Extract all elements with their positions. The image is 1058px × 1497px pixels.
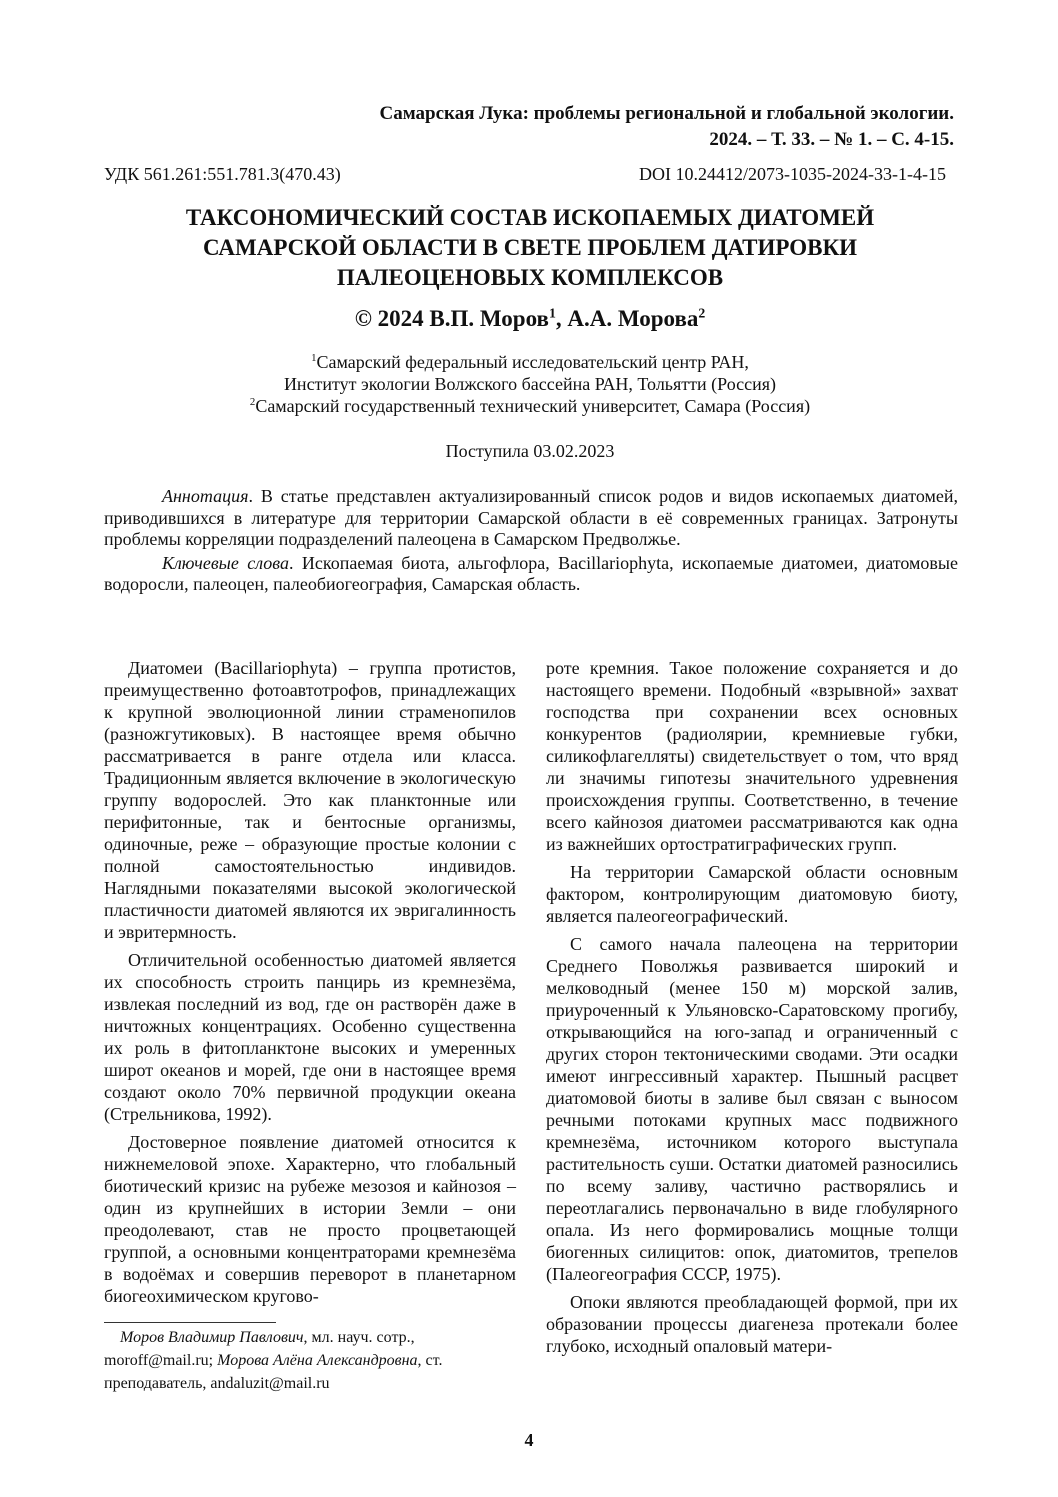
title-line: САМАРСКОЙ ОБЛАСТИ В СВЕТЕ ПРОБЛЕМ ДАТИРОВКИ [202, 235, 858, 260]
affiliation-1 [100, 351, 960, 373]
keywords-text: . Ископаемая биота, альгофлора, Bacillariophyta, ископаемые диатомеи, диатомовые водоросли, палеоцен, палеобиогеография, Самарская область. [104, 552, 959, 594]
keywords-label: Ключевые слова [162, 552, 289, 573]
abstract-block [104, 486, 958, 596]
affiliation-2 [100, 395, 960, 417]
received-date: Поступила 03.02.2023 [445, 441, 615, 461]
author-1-sup: 1 [548, 305, 556, 321]
abstract-text: . В статье представлен актуализированный список родов и видов ископаемых диатомей, приводившихся в литературе для территории Самарской области в её современных границах. Затронуты проблемы корреляции подразделений палеоцена в Самарском Предволжье. [104, 486, 958, 549]
affiliation-2-text: Самарский государственный технический университет, Самара (Россия) [255, 396, 811, 416]
body-paragraph: На территории Самарской области основным фактором, контролирующим диатомовую биоту, является палеогеографический. [546, 862, 958, 926]
body-paragraph: роте кремния. Такое положение сохраняется и до настоящего времени. Подобный «взрывной» захват господства при сохранении всех основных конкурентов (радиолярии, кремниевые губки, силикофлагелляты) свидетельствует о том, что вряд ли значимы гипотезы значительного удревнения происхождения группы. Соответственно, в течение всего кайнозоя диатомеи рассматриваются как одна из важнейших ортостратиграфических групп. [546, 658, 958, 854]
footnote [104, 1326, 516, 1395]
abstract-paragraph [104, 486, 958, 551]
footnote-position-1: , мл. науч. сотр., [303, 1329, 415, 1346]
body-paragraph: Отличительной особенностью диатомей является их способность строить панцирь из кремнезёма, извлекая последний из вод, где он растворён даже в ничтожных концентрациях. Особенно существенна их роль в фитопланктоне высоких и умеренных широт океанов и морей, где они в настоящее время создают около 70% первичной продукции океана (Стрельникова, 1992). [104, 950, 516, 1124]
doi-link[interactable]: DOI 10.24412/2073-1035-2024-33-1-4-15 [639, 164, 946, 184]
body-paragraph: С самого начала палеоцена на территории Среднего Поволжья развивается широкий и мелководный (менее 150 м) морской залив, приуроченный к Ульяновско-Саратовскому прогибу, открывающийся на юго-запад и ограниченный с других сторон тектоническими сводами. Эти осадки имеют ингрессивный характер. Пышный расцвет диатомовой биоты в заливе был связан с выносом речными потоками крупных масс подвижного кремнезёма, источником которого выступала растительность суши. Остатки диатомей разносились по всему заливу, частично растворялись и переотлагались первоначально в виде глобулярного опала. Из него формировались мощные толщи биогенных силицитов: опок, диатомитов, трепелов (Палеогеография СССР, 1975). [546, 934, 958, 1284]
body-paragraph: Достоверное появление диатомей относится к нижнемеловой эпохе. Характерно, что глобальный биотический кризис на рубеже мезозоя и кайнозоя – один из крупнейших в истории Земли – они преодолевают, став не просто процветающей группой, а основными концентраторами кремнезёма в водоёмах и совершив переворот в планетарном биогеохимическом кругово- [104, 1132, 516, 1306]
udk-code: УДК 561.261:551.781.3(470.43) [104, 164, 341, 184]
affiliation-1-cont: Институт экологии Волжского бассейна РАН, Тольятти (Россия) [283, 374, 777, 394]
title-line: ПАЛЕОЦЕНОВЫХ КОМПЛЕКСОВ [336, 265, 724, 290]
author-2: , А.А. Морова [555, 306, 699, 331]
body-column-right [546, 657, 958, 1363]
title-line: ТАКСОНОМИЧЕСКИЙ СОСТАВ ИСКОПАЕМЫХ ДИАТОМЕЙ [185, 205, 875, 230]
page-number: 4 [524, 1430, 534, 1450]
body-column-left [104, 657, 516, 1313]
footnote-position-2: , ст. [417, 1352, 443, 1369]
footnote-author-2: Морова Алёна Александровна [217, 1352, 418, 1369]
author-2-sup: 2 [698, 305, 706, 321]
author-1: © 2024 В.П. Моров [354, 306, 549, 331]
footnote-email-1[interactable]: moroff@mail.ru; [104, 1352, 218, 1369]
footnote-author-1: Моров Владимир Павлович [120, 1329, 304, 1346]
article-title [100, 203, 960, 293]
affiliation-2-sup: 2 [249, 396, 256, 408]
abstract-label: Аннотация [162, 486, 249, 506]
footnote-line [104, 1326, 516, 1349]
footnote-line: преподаватель, andaluzit@mail.ru [104, 1375, 330, 1392]
affiliation-1-sup: 1 [311, 352, 317, 364]
journal-title: Самарская Лука: проблемы региональной и глобальной экологии. [379, 103, 954, 124]
authors-line [100, 304, 960, 334]
body-paragraph: Диатомеи (Bacillariophyta) – группа протистов, преимущественно фотоавтотрофов, принадлежащих к крупной эволюционной линии страменопилов (разножгутиковых). В настоящее время обычно рассматривается в ранге отдела или класса. Традиционным является включение в экологическую группу водорослей. Это как планктонные или перифитонные, так и бентосные организмы, одиночные, реже – образующие простые колонии с полной самостоятельностью индивидов. Наглядными показателями высокой экологической пластичности диатомей являются их эвригалинность и эвритермность. [104, 658, 516, 942]
keywords-paragraph [104, 553, 958, 596]
footnote-divider [104, 1322, 276, 1323]
affiliations [100, 351, 960, 417]
footnote-line [104, 1349, 516, 1372]
journal-issue: 2024. – Т. 33. – № 1. – С. 4-15. [709, 129, 954, 150]
affiliation-1-text: Самарский федеральный исследовательский центр РАН, [316, 352, 749, 372]
body-paragraph: Опоки являются преобладающей формой, при их образовании процессы диагенеза протекали более глубоко, исходный опаловый матери- [546, 1292, 958, 1356]
